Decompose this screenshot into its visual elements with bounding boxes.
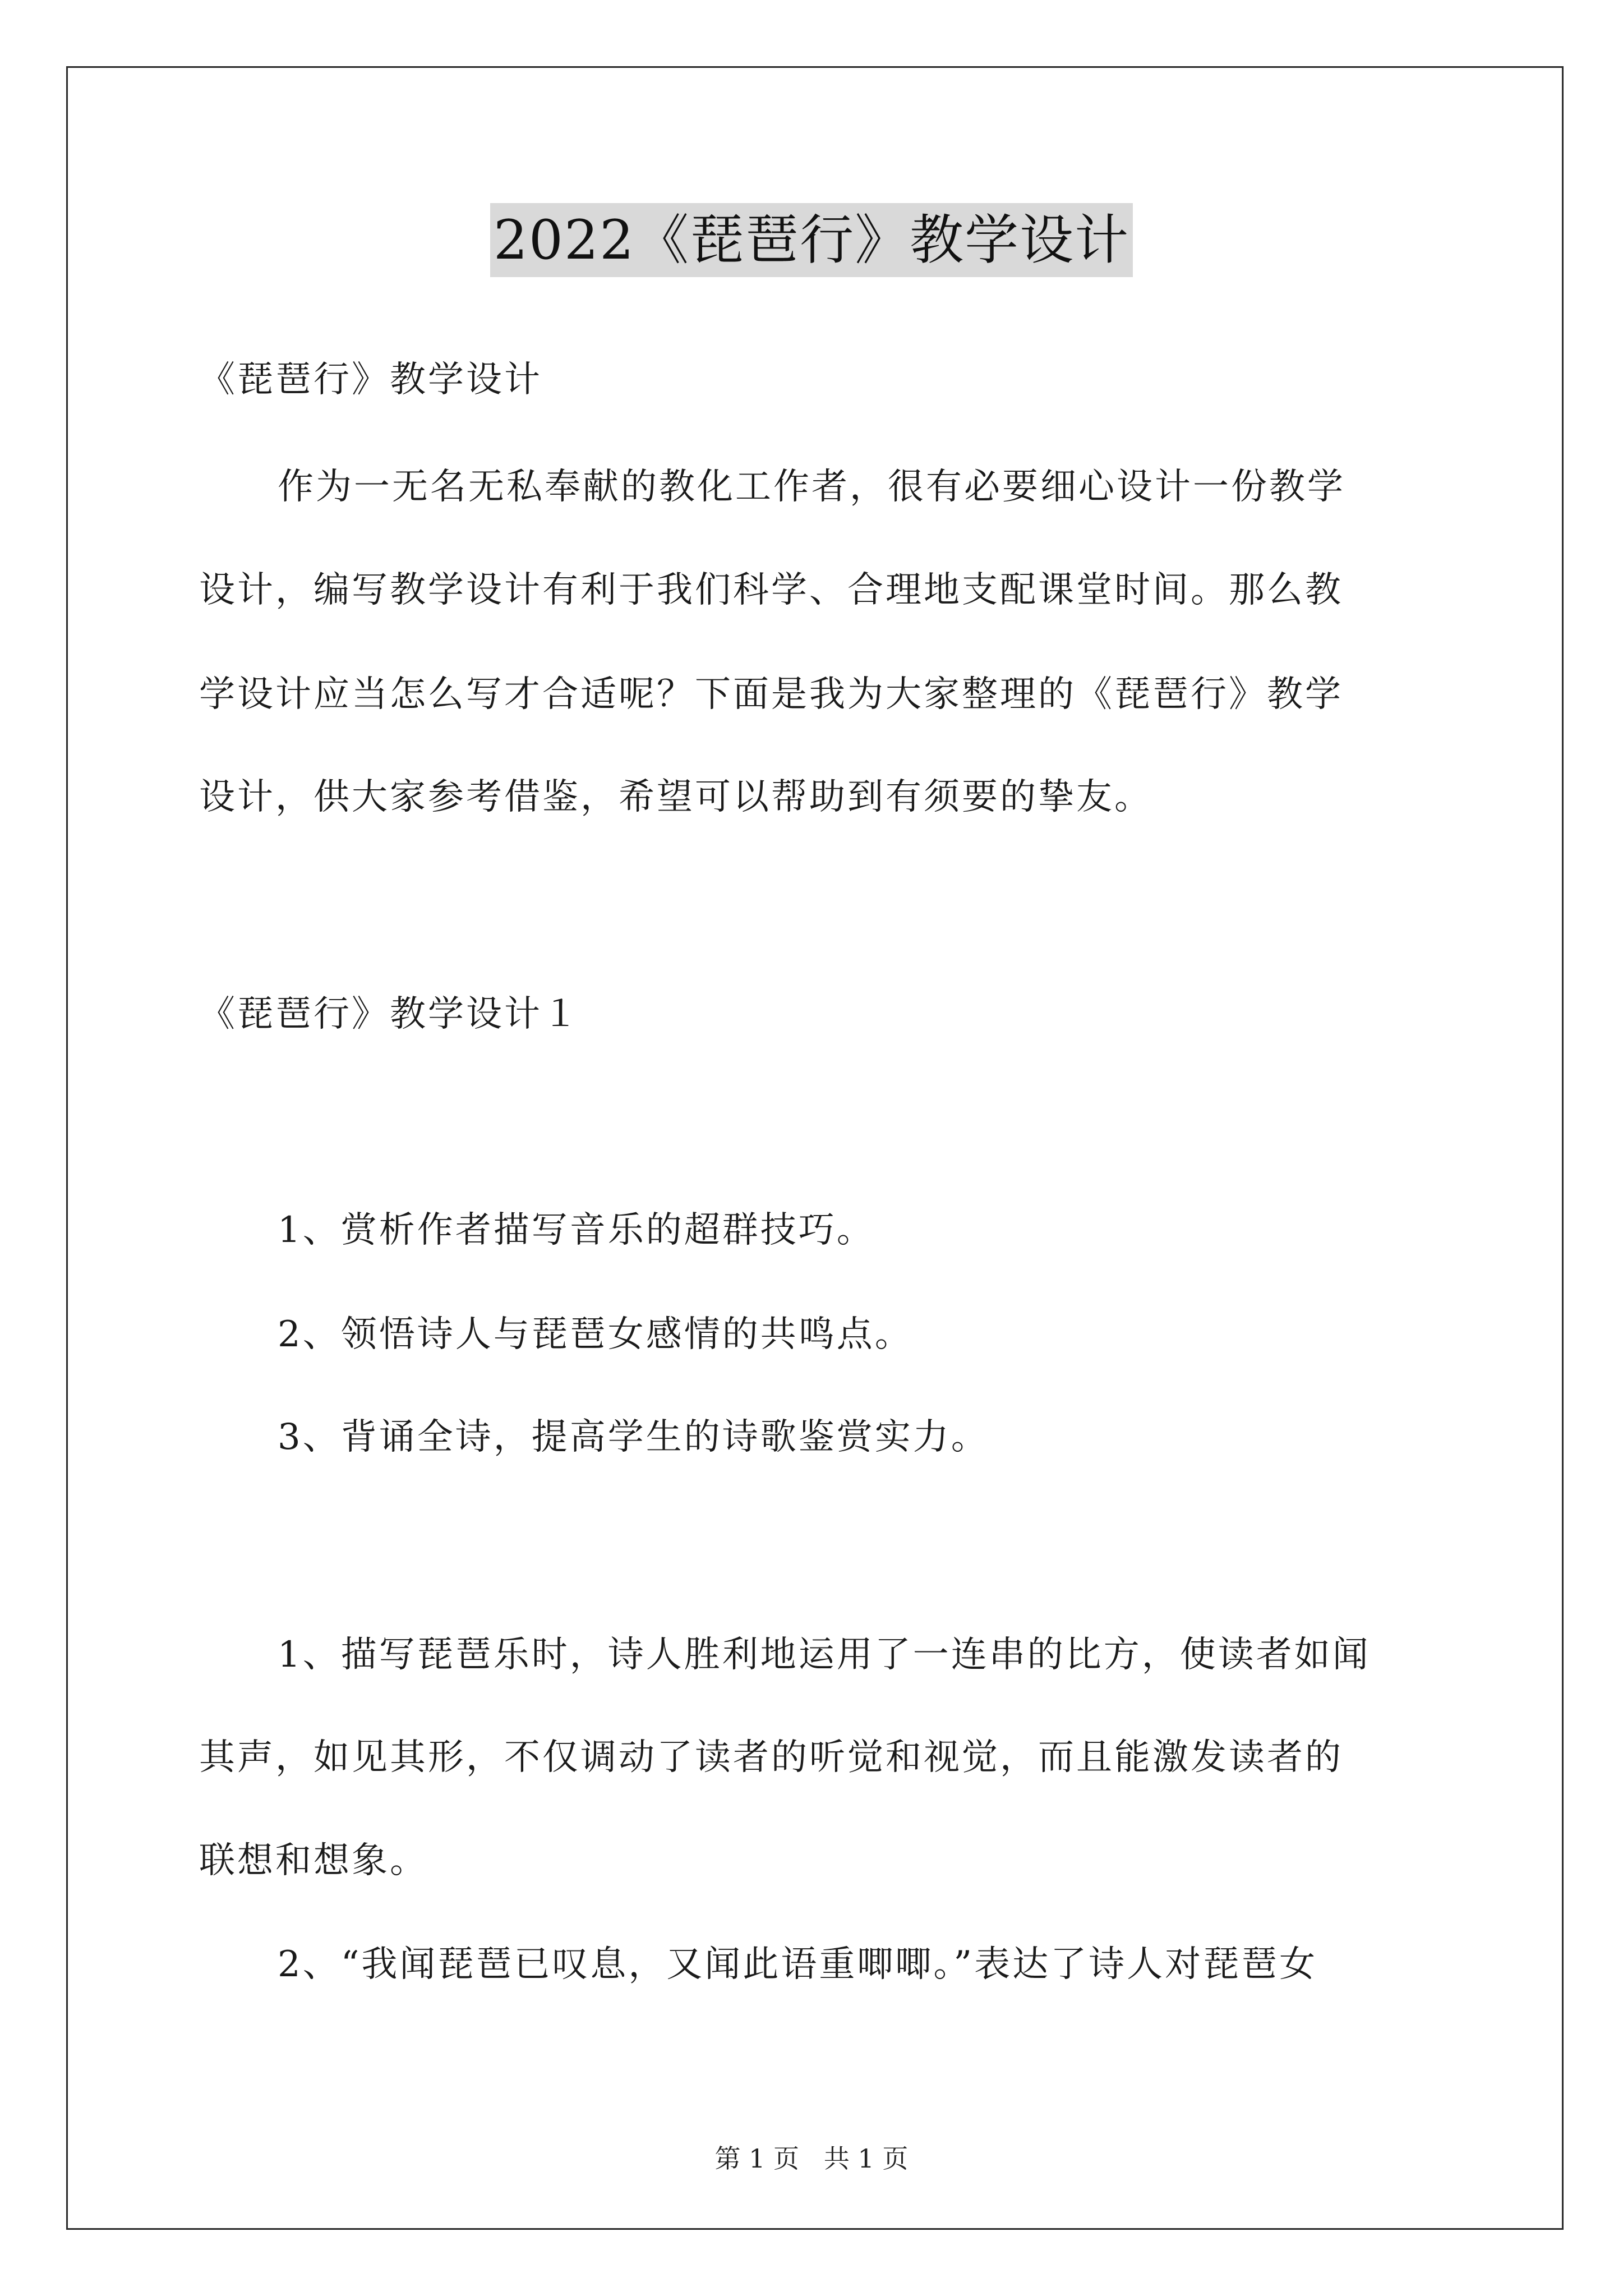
body-line: 其声，如见其形，不仅调动了读者的听觉和视觉，而且能激发读者的: [199, 1737, 1343, 1778]
intro-line: 学设计应当怎么写才合适呢？下面是我为大家整理的《琵琶行》教学: [199, 674, 1343, 715]
body-line: 联想和想象。: [199, 1840, 428, 1881]
objective-item: 1、赏析作者描写音乐的超群技巧。: [278, 1209, 875, 1251]
body-line: 2、“我闻琵琶已叹息，又闻此语重唧唧。”表达了诗人对琵琶女: [278, 1944, 1318, 1985]
intro-line: 设计，编写教学设计有利于我们科学、合理地支配课堂时间。那么教: [199, 569, 1343, 611]
intro-line: 设计，供大家参考借鉴，希望可以帮助到有须要的挚友。: [199, 776, 1152, 818]
objective-item: 3、背诵全诗，提高学生的诗歌鉴赏实力。: [278, 1416, 989, 1458]
body-line: 1、描写琵琶乐时，诗人胜利地运用了一连串的比方，使读者如闻: [278, 1634, 1371, 1676]
objective-item: 2、领悟诗人与琵琶女感情的共鸣点。: [278, 1314, 913, 1355]
section-heading: 《琵琶行》教学设计１: [199, 993, 580, 1035]
document-title: 2022《琵琶行》教学设计: [490, 203, 1133, 277]
page-footer: 第 1 页 共 1 页: [714, 2143, 909, 2174]
intro-line: 作为一无名无私奉献的教化工作者，很有必要细心设计一份教学: [278, 466, 1345, 508]
title-wrapper: [0, 203, 1623, 277]
section-heading: 《琵琶行》教学设计: [199, 359, 542, 401]
